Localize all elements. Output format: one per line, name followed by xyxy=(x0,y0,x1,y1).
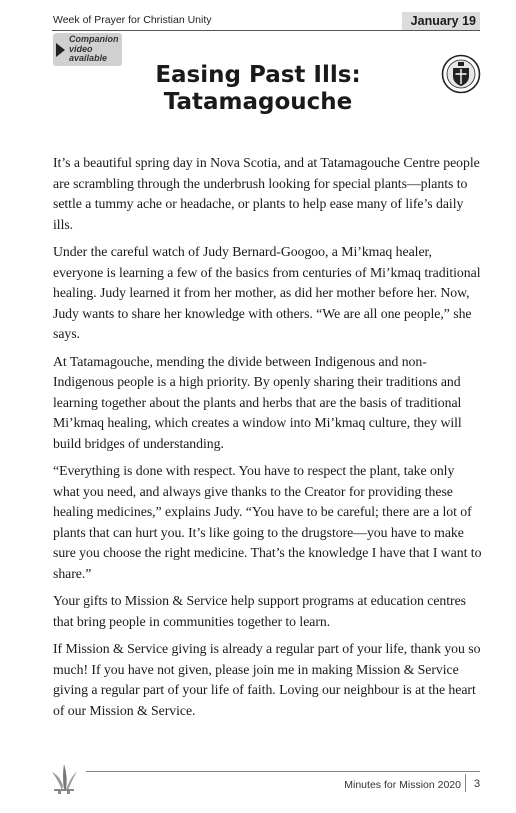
page-number: 3 xyxy=(474,778,481,790)
paragraph: If Mission & Service giving is already a regular part of your life, thank you so much! If you have not given, please join me in making Mission & Service giving a regular part of your life of faith. Loving our neighbour is at the heart of our Mission & Service. xyxy=(53,641,481,718)
article-body xyxy=(53,153,483,728)
leaf-logo-icon xyxy=(48,760,80,794)
page-title xyxy=(120,62,396,116)
header-divider xyxy=(52,30,480,31)
paragraph: At Tatamagouche, mending the divide between Indigenous and non-Indigenous people is a high priority. By openly sharing their traditions and learning together about the plants and herbs that are the basis of traditional Mi’kmaq healing, which creates a window into Mi’kmaq culture, they will build bridges of understanding. xyxy=(53,353,462,451)
paragraph: It’s a beautiful spring day in Nova Scotia, and at Tatamagouche Centre people are scrambling through the underbrush looking for special plants—plants to settle a tummy ache or headache, or plants to help ease many of life’s daily ills. xyxy=(53,155,480,232)
paragraph: Your gifts to Mission & Service help support programs at education centres that bring people in communities together to learn. xyxy=(53,593,466,629)
title-line-2: Tatamagouche xyxy=(163,89,353,115)
running-header: Week of Prayer for Christian Unity xyxy=(53,14,212,26)
paragraph: Under the careful watch of Judy Bernard-Googoo, a Mi’kmaq healer, everyone is learning a few of the basics from centuries of Mi’kmaq traditional healing. Judy learned it from her mother, as did her mother before her. Now, Judy wants to share her knowledge with others. “We are all one people,” she says. xyxy=(53,244,481,341)
publication-title: Minutes for Mission 2020 xyxy=(344,779,461,791)
paragraph: “Everything is done with respect. You have to respect the plant, take only what you need, and always give thanks to the Creator for providing these healing medicines,” explains Judy. “You have to be careful; there are a lot of plants that can hurt you. It’s like going to the drugstore—you have to make sure you choose the right medicine. That’s the knowledge I have that I want to share.” xyxy=(53,463,482,581)
title-line-1: Easing Past Ills: xyxy=(155,62,361,88)
footer-separator xyxy=(465,774,466,792)
date-label: January 19 xyxy=(402,12,480,31)
badge-line-2: video xyxy=(69,43,93,54)
play-icon xyxy=(56,43,65,57)
badge-line-3: available xyxy=(69,53,108,63)
badge-line-1: Companion xyxy=(69,34,119,44)
badge-label xyxy=(69,35,119,64)
companion-video-badge[interactable] xyxy=(53,33,122,66)
united-church-crest-icon xyxy=(441,54,481,94)
footer-divider xyxy=(86,771,480,772)
